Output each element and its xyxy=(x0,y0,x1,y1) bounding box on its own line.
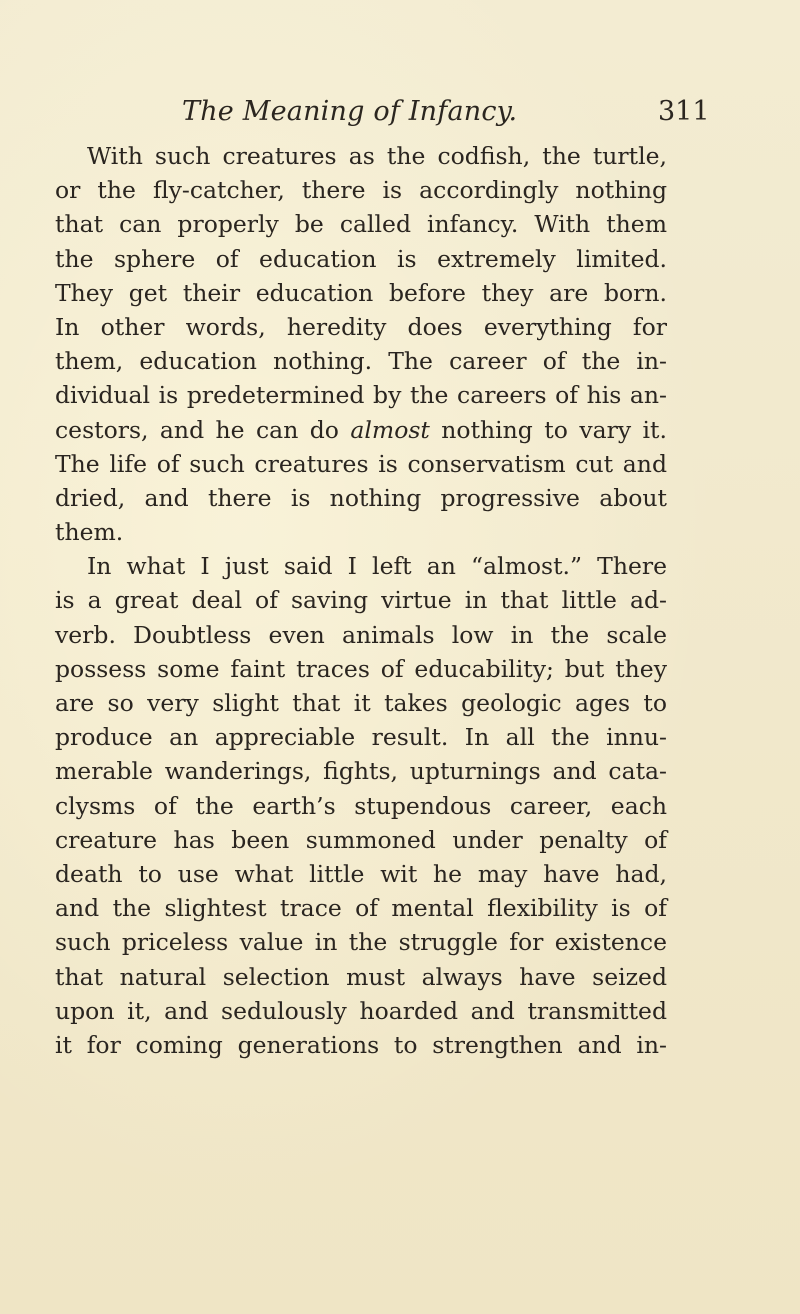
text-line: merable wanderings, fights, upturnings and cata- xyxy=(55,757,667,786)
italic-word: almost xyxy=(350,415,430,444)
text-line: In what I just said I left an “almost.” There xyxy=(87,552,667,581)
text-line: dried, and there is nothing progressive about xyxy=(55,483,667,512)
paragraph-2 xyxy=(55,549,667,1062)
text-line: that can properly be called infancy. With them xyxy=(55,210,667,239)
paragraph-1 xyxy=(55,139,667,549)
text-line: verb. Doubtless even animals low in the scale xyxy=(55,620,667,649)
text-line: produce an appreciable result. In all the innu- xyxy=(55,723,667,752)
text-line: are so very slight that it takes geologic ages to xyxy=(55,689,667,717)
text-line: them. xyxy=(55,518,124,547)
text-line: the sphere of education is extremely limited. xyxy=(55,244,667,273)
text-line: is a great deal of saving virtue in that little ad- xyxy=(55,586,667,615)
text-line: possess some faint traces of educability; but they xyxy=(55,654,667,683)
text-line: With such creatures as the codfish, the turtle, xyxy=(87,142,667,170)
text-line: death to use what little wit he may have had, xyxy=(55,859,667,888)
text-line: In other words, heredity does everything for xyxy=(55,312,667,341)
text-segment: nothing to vary it. xyxy=(429,415,667,444)
text-segment: cestors, and he can do xyxy=(55,415,351,444)
text-line: them, education nothing. The career of the in- xyxy=(55,347,667,376)
text-line: upon it, and sedulously hoarded and transmitted xyxy=(55,996,667,1025)
text-line: creature has been summoned under penalty of xyxy=(55,825,667,854)
text-line: such priceless value in the struggle for existence xyxy=(55,928,667,957)
running-head xyxy=(0,96,800,136)
text-line: The life of such creatures is conservatism cut and xyxy=(55,449,667,478)
text-line: They get their education before they are born. xyxy=(55,278,667,307)
text-line: and the slightest trace of mental flexibility is of xyxy=(55,894,667,923)
page-number: 311 xyxy=(658,96,710,127)
text-line: or the fly-catcher, there is accordingly nothing xyxy=(55,176,667,205)
running-title: The Meaning of Infancy. xyxy=(182,96,518,127)
text-line-with-italic xyxy=(55,413,667,447)
text-line: dividual is predetermined by the careers of his an- xyxy=(55,381,667,410)
text-line: clysms of the earth’s stupendous career, each xyxy=(55,791,667,820)
text-line: it for coming generations to strengthen and in- xyxy=(55,1030,667,1059)
text-line: that natural selection must always have seized xyxy=(55,962,667,991)
body-text xyxy=(55,139,667,1062)
